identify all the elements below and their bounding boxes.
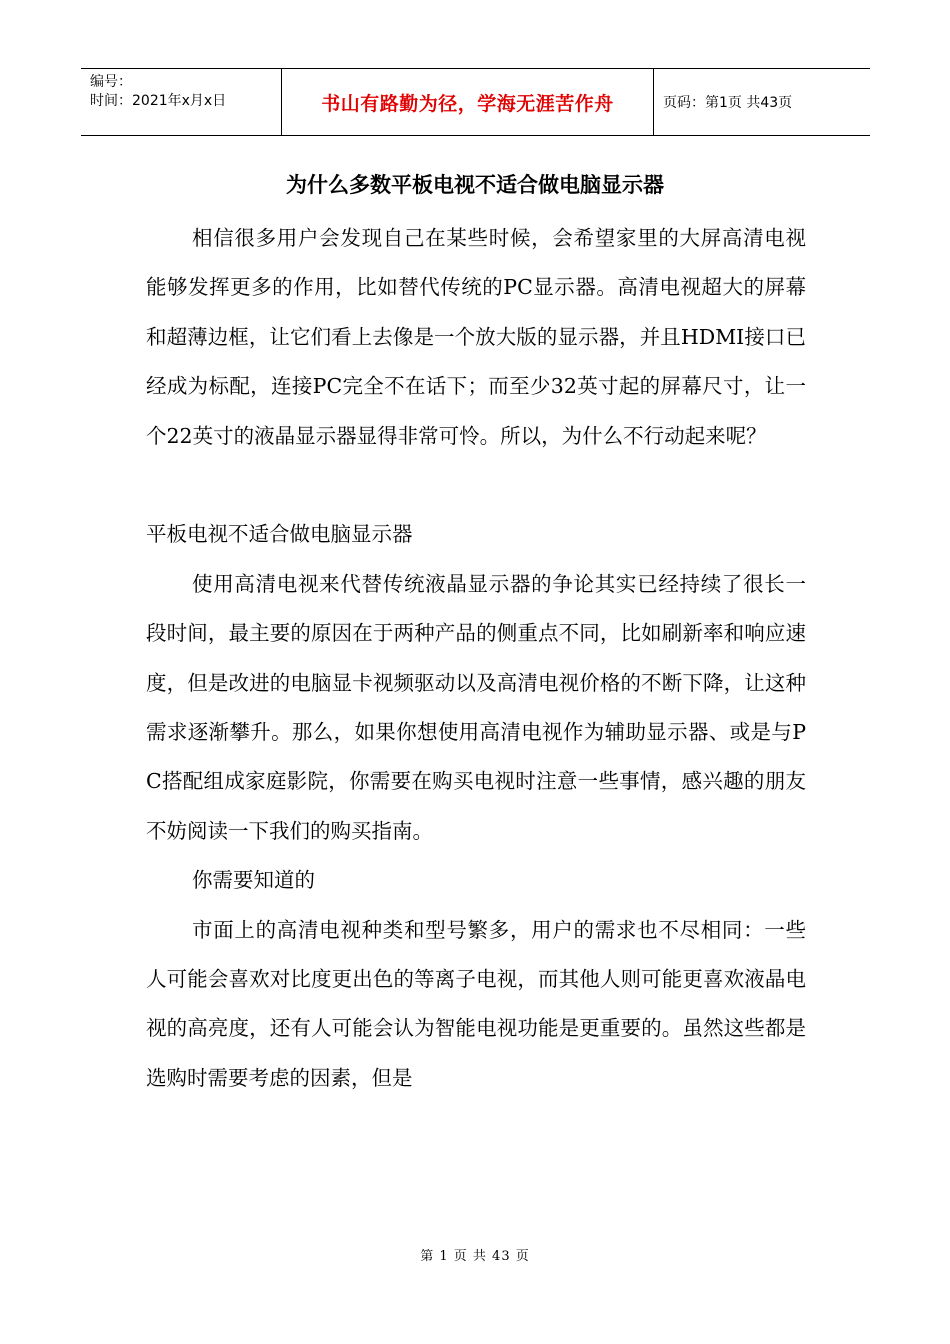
document-time-label: 时间：2021年x月x日	[90, 93, 227, 109]
page-footer: 第 1 页 共 43 页	[420, 1249, 530, 1264]
document-body	[146, 214, 806, 1103]
intro-paragraph: 相信很多用户会发现自己在某些时候，会希望家里的大屏高清电视能够发挥更多的作用，比如替代传统的PC显示器。高清电视超大的屏幕和超薄边框，让它们看上去像是一个放大版的显示器，并且HDMI接口已经成为标配，连接PC完全不在话下；而至少32英寸起的屏幕尺寸，让一个22英寸的液晶显示器显得非常可怜。所以，为什么不行动起来呢？	[146, 226, 806, 448]
body-paragraph: 市面上的高清电视种类和型号繁多，用户的需求也不尽相同：一些人可能会喜欢对比度更出色的等离子电视，而其他人则可能更喜欢液晶电视的高亮度，还有人可能会认为智能电视功能是更重要的。虽然这些都是选购时需要考虑的因素，但是	[146, 917, 806, 1090]
header-meta-cell	[81, 69, 282, 135]
header-page-info: 页码：第1页 共43页	[663, 95, 793, 111]
body-paragraph: 使用高清电视来代替传统液晶显示器的争论其实已经持续了很长一段时间，最主要的原因在于两种产品的侧重点不同，比如刷新率和响应速度，但是改进的电脑显卡视频驱动以及高清电视价格的不断下降，让这种需求逐渐攀升。那么，如果你想使用高清电视作为辅助显示器、或是与PC搭配组成家庭影院，你需要在购买电视时注意一些事情，感兴趣的朋友不妨阅读一下我们的购买指南。	[146, 571, 806, 843]
paragraph-spacer	[146, 461, 806, 510]
document-number-label: 编号：	[90, 74, 132, 90]
header-motto: 书山有路勤为径，学海无涯苦作舟	[282, 69, 654, 135]
document-title: 为什么多数平板电视不适合做电脑显示器	[286, 173, 664, 197]
subsection-heading: 你需要知道的	[192, 868, 315, 893]
document-header	[81, 68, 870, 136]
section-heading: 平板电视不适合做电脑显示器	[146, 522, 413, 547]
